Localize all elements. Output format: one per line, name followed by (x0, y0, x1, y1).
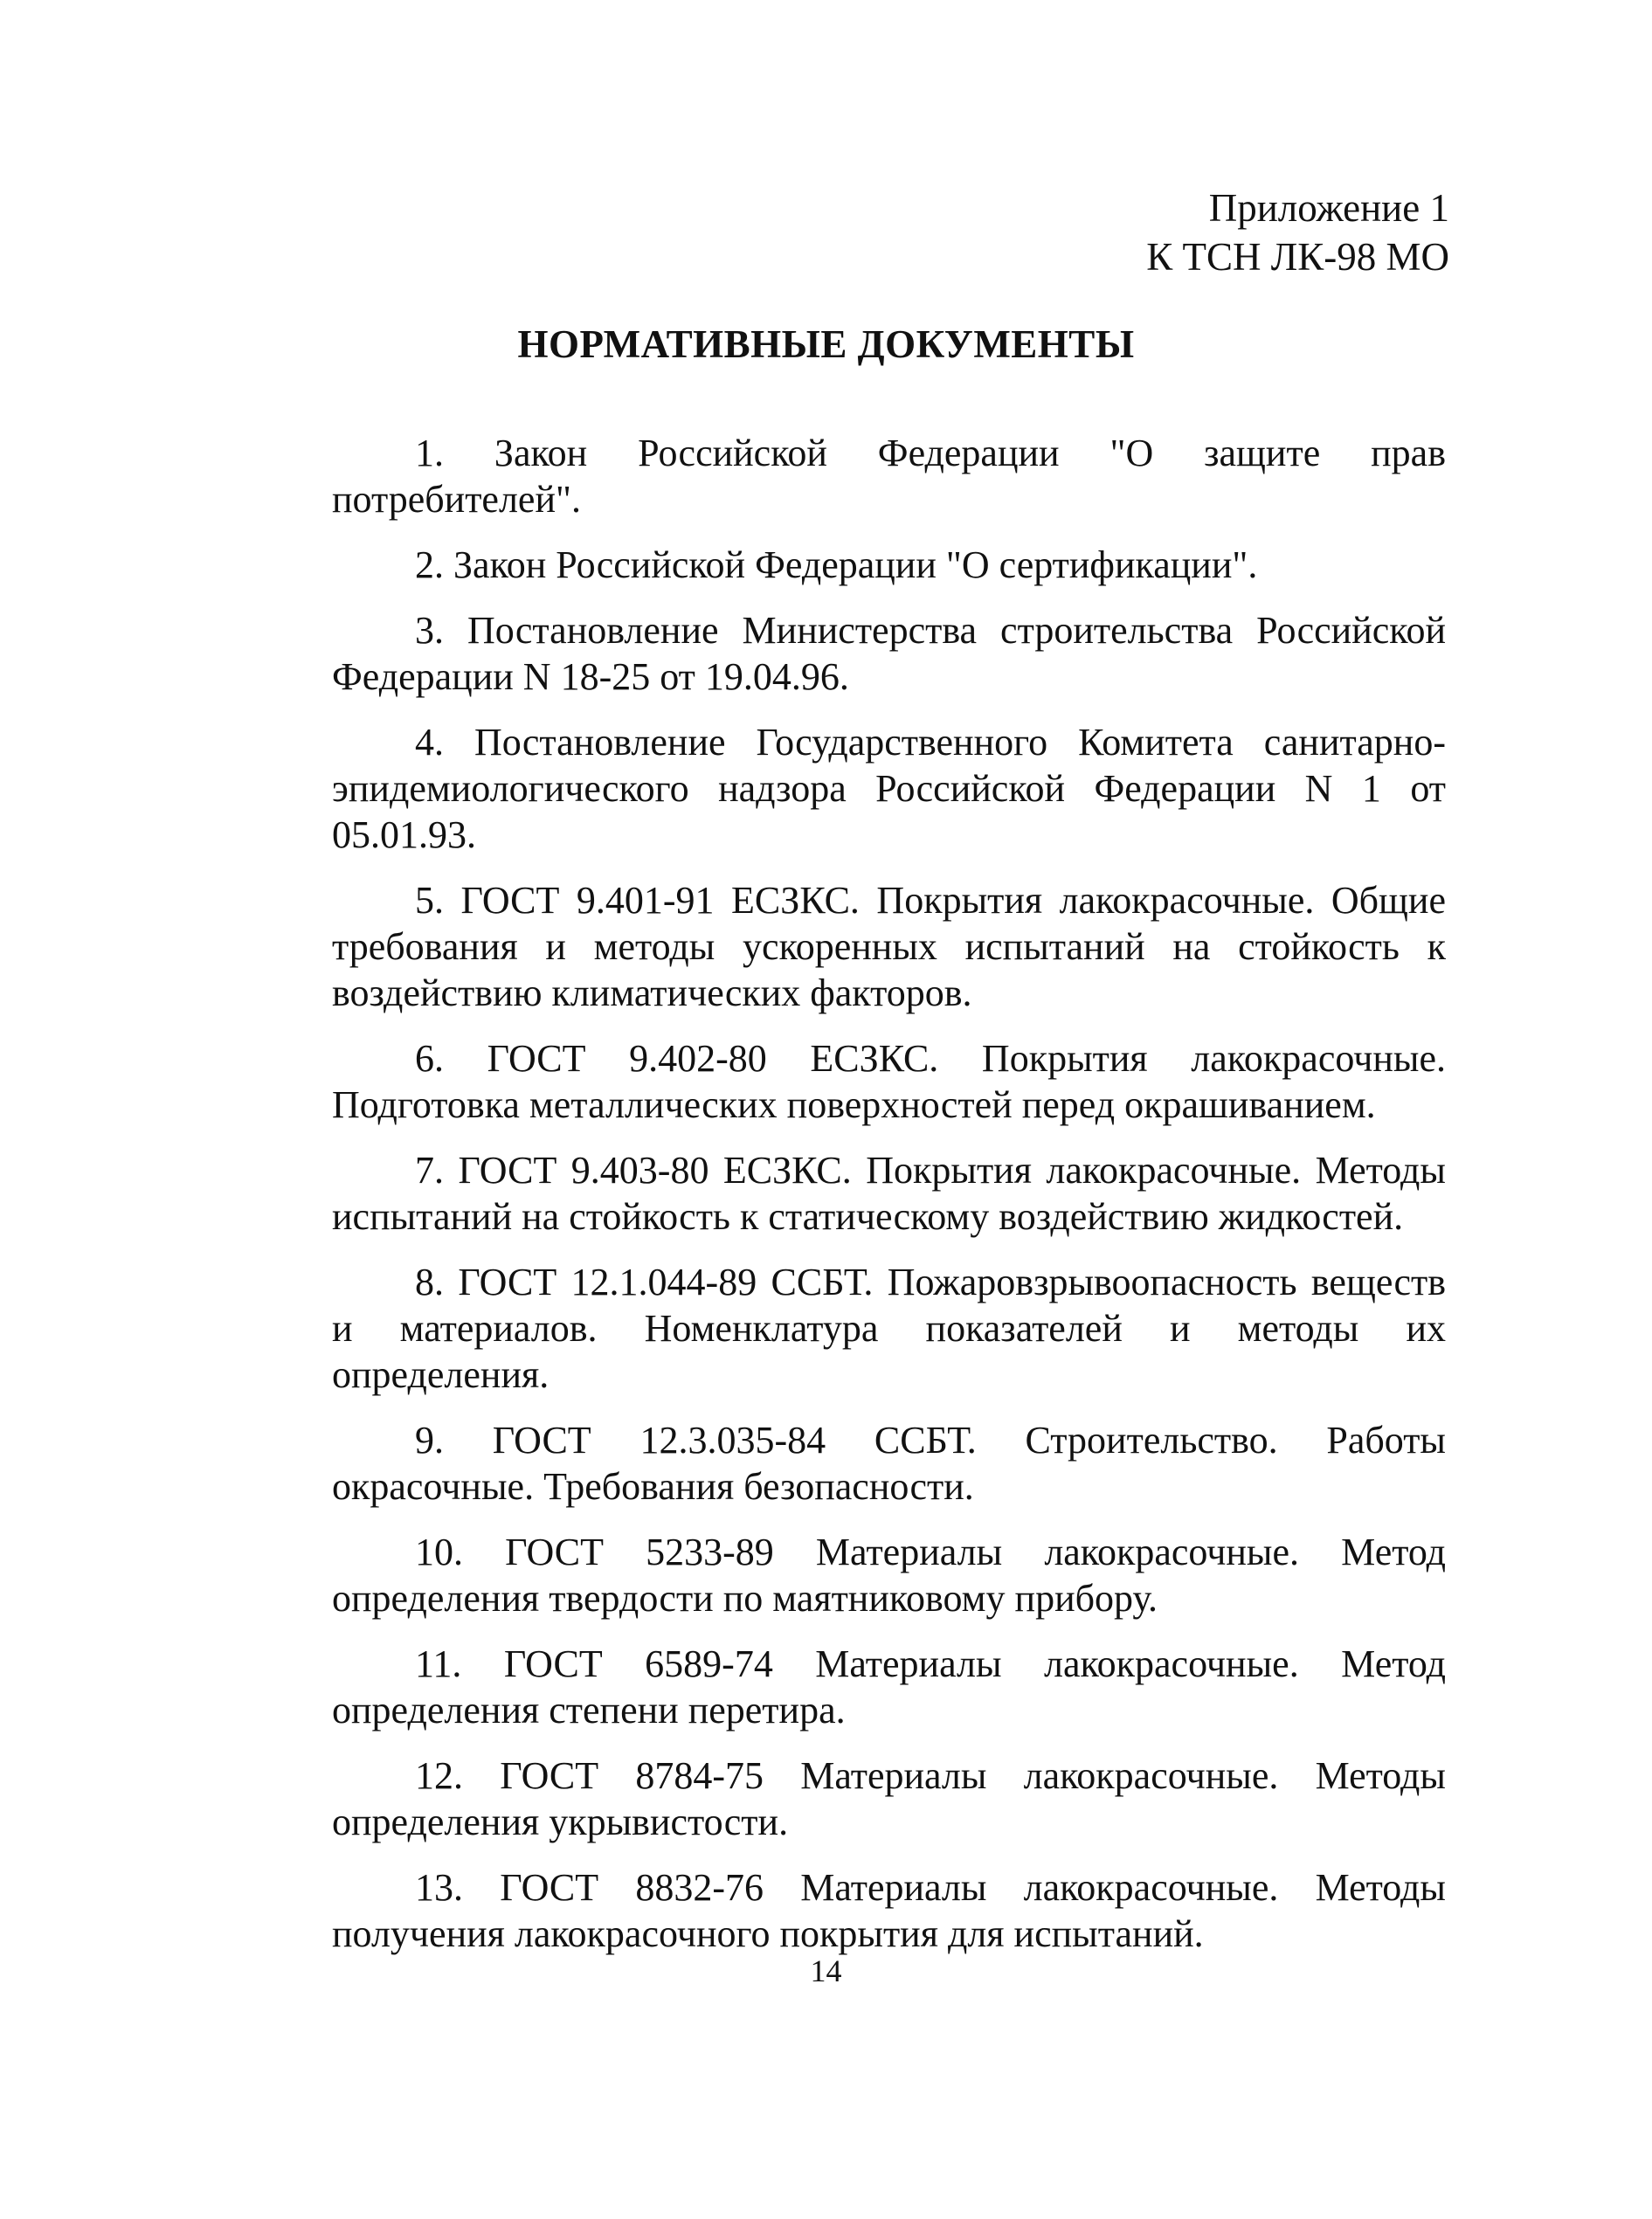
list-item: 10. ГОСТ 5233-89 Материалы лакокрасочные. Метод определения твердости по маятниковому прибору. (332, 1531, 1446, 1620)
appendix-header (1146, 183, 1449, 281)
documents-list (332, 430, 1446, 1976)
list-item: 1. Закон Российской Федерации "О защите прав потребителей". (332, 432, 1446, 521)
list-item: 8. ГОСТ 12.1.044-89 ССБТ. Пожаровзрывоопасность веществ и материалов. Номенклатура показателей и методы их определения. (332, 1261, 1446, 1396)
list-item: 5. ГОСТ 9.401-91 ЕСЗКС. Покрытия лакокрасочные. Общие требования и методы ускоренных испытаний на стойкость к воздействию климатических факторов. (332, 879, 1446, 1014)
list-item: 11. ГОСТ 6589-74 Материалы лакокрасочные. Метод определения степени перетира. (332, 1642, 1446, 1732)
list-item: 2. Закон Российской Федерации "О сертификации". (415, 543, 1258, 586)
list-item: 7. ГОСТ 9.403-80 ЕСЗКС. Покрытия лакокрасочные. Методы испытаний на стойкость к статическому воздействию жидкостей. (332, 1149, 1446, 1238)
page-number: 14 (810, 1953, 842, 1988)
list-item: 6. ГОСТ 9.402-80 ЕСЗКС. Покрытия лакокрасочные. Подготовка металлических поверхностей перед окрашиванием. (332, 1037, 1446, 1126)
list-item: 13. ГОСТ 8832-76 Материалы лакокрасочные. Методы получения лакокрасочного покрытия для испытаний. (332, 1866, 1446, 1955)
list-item: 3. Постановление Министерства строительства Российской Федерации N 18-25 от 19.04.96. (332, 609, 1446, 698)
page-title: НОРМАТИВНЫЕ ДОКУМЕНТЫ (517, 322, 1135, 366)
appendix-line-1: Приложение 1 (1208, 186, 1449, 230)
list-item: 4. Постановление Государственного Комитета санитарно-эпидемиологического надзора Российской Федерации N 1 от 05.01.93. (332, 721, 1446, 856)
list-item: 9. ГОСТ 12.3.035-84 ССБТ. Строительство. Работы окрасочные. Требования безопасности. (332, 1419, 1446, 1508)
list-item: 12. ГОСТ 8784-75 Материалы лакокрасочные. Методы определения укрывистости. (332, 1754, 1446, 1843)
appendix-line-2: К ТСН ЛК-98 МО (1146, 235, 1449, 279)
